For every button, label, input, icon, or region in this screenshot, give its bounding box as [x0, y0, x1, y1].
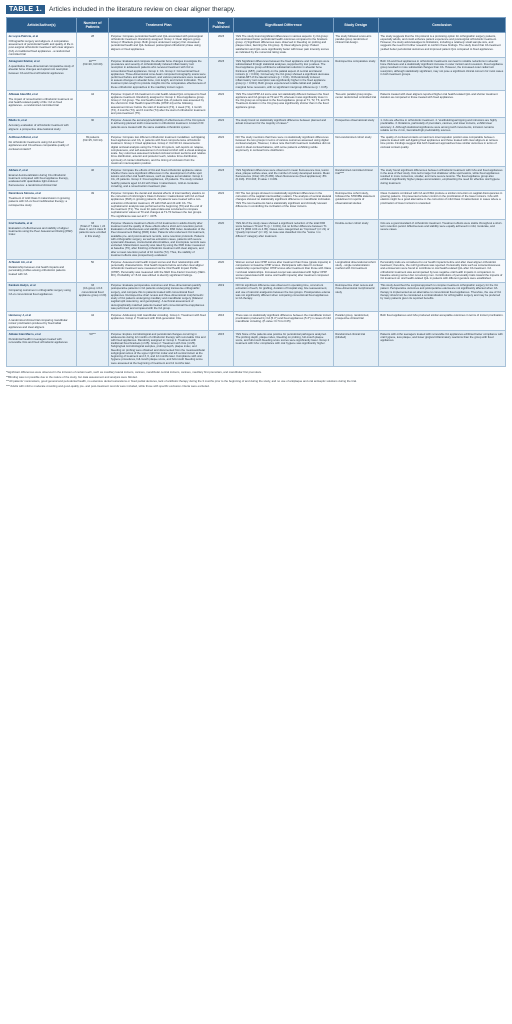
study-design-cell: Retrospective cohort study, followed the STROBE statement guidelines for reports of observational studies	[333, 190, 378, 220]
conclusion-cell: Patients treated with clear aligners reported higher oral health-related QoL and shorter treatment duration as compared to those treated with fixed appliances.	[378, 91, 505, 117]
conclusion-cell: The study found significant differences between orthodontic treatment with CAs and fixed appliances in the area of their study. CAs led to larger but shallower white spot lesions, while fixed appliances resulted in more numerous, smaller, and more severe lesions. The fixed appliance group also exhibited significantly higher plaque accumulation, emphasizing the need for effective oral hygiene during treatment.	[378, 167, 505, 190]
footnote: **Blinding was not possible due to the nature of the study, but data assessment and analysis were blinded.	[6, 374, 138, 379]
year-cell: 2023	[209, 58, 234, 91]
study-design-cell: Parallel group, randomized, prospective clinical trial	[333, 312, 378, 331]
author-cell	[7, 331, 77, 367]
significant-difference-cell: The study found no statistically significant difference between planned and actual movement for the majority of cases.*	[234, 117, 334, 134]
treatment-plan-cell: Purpose: Compare the dental and skeletal effects of intermaxillary elastics on the correction of mild Angle's Class II division I malocclusion with CA vs fixed appliances (FMA) in growing patients. All patients were treated with a non-extraction orthodontic treatment, 25 with FMA and 24 with CA. The cephalometric analysis was performed at the beginning (T0) and the end of the treatment (T1). The t-test for paired data was conducted to compare cephalometric values at T0 and changes at T1-T0 between the two groups. The significance was set at P < .0075.	[109, 190, 209, 220]
author-name: Alkhais Z, et al	[8, 168, 28, 172]
significant-difference-cell: YES Significant differences were observed in mean fluorescence loss, lesion area, plaque surface area, and the number of newly developed lesions. Mean fluorescence (CAs): 0% (5.265). Mean fluorescence (fixed appliances): 8% (0.013). P=0.003; P-value = 0.009.	[234, 167, 334, 190]
header-row	[7, 18, 506, 33]
article-title: Orthognathic surgery and aligners. A comparative assessment of periodontal health and quality of life in post-surgical orthodontic treatment with clear aligners (CA) vs traditional fixed appliances - a randomized controlled trial	[8, 39, 74, 56]
conclusion-cell: The study suggests that the CA protocol is a promising option for orthognathic surgery patients, especially adults, and could enhance patient experience and postsurgical orthodontic treatment. However, the study acknowledges its limitations, including a relatively small sample size, and suggests the need for further research to confirm these findings. The study found that CA treatment yielded better periodontal outcomes and improved patient QoL compared to fixed appliances.	[378, 33, 505, 58]
treatment-plan-cell: Purpose: Assessed oral health impact scores and their relationships with personality characteristics. Oral health impacts before and after clear aligner orthodontic treatment were measured via the Oral Health Impact Profile (OHIP). Personality was measured with the NEO Five-Factor Inventory (NEO-FFI). Probability of >5-10 was utilized to identify significant findings.	[109, 259, 209, 282]
significant-difference-cell: YES The study found significant differences in various aspects: 1) CA group: demonstrated better periodontal health outcomes compared to the brackets group. 2) Significant differences were observed in bleeding on probing and plaque index, favoring the CA group. 3) Clear aligners group: Patient satisfaction and QoL were significantly better with fewer pain intensity scores as indicated by the numerical rating scale.	[234, 33, 334, 58]
article-title: The impact of nonextraction orthodontic treatment on oral health-related quality of life: CA vs fixed appliances - a randomized controlled trial	[8, 97, 74, 108]
study-design-cell: Prospective observational study	[333, 117, 378, 134]
patient-count-cell: 30	[76, 117, 108, 134]
author-cell	[7, 58, 77, 91]
articles-table	[6, 17, 506, 367]
conclusion-cell: The quality of occlusal contacts at maximum intercuspation position was comparable between patients treated with self-ligating fixed appliances and those treated with clear aligners at retrieve time points. Findings suggest that both treatment approaches have similar outcomes in terms of occlusal contact quality.	[378, 134, 505, 167]
patient-count-cell: 50	[76, 259, 108, 282]
table-caption	[6, 5, 506, 14]
year-cell: 2015	[209, 331, 234, 367]
significant-difference-cell: YES The total OHIP-14 score was not statistically different between the fixed appliance and CA groups at T0 and T5, whereas it was significantly lower in the CA group as compared to the fixed appliance group at T1, T2, T3, and T4. Treatment duration in the CA group was significantly shorter than in the fixed appliance group.	[234, 91, 334, 117]
year-cell: 2023	[209, 167, 234, 190]
column-header: Number of Patients	[76, 18, 108, 33]
author-cell	[7, 282, 77, 312]
patient-count-cell: 46	[76, 167, 108, 190]
author-cell	[7, 91, 77, 117]
table-row	[7, 134, 506, 167]
treatment-plan-cell: Purpose: Explore microbiological and periodontal changes occurring in adolescents during 12 months of orthodontic therapy with removable CAs and with fixed appliances. Randomly assigned to: Group 1: Treatment with traditional fixed brackets (n=25). Group 2: Treatment with CAs (n=25). Subgingival microbiological samples, probing depth, plaque index, and bleeding on probing were obtained and documented from the mesiovestibular subgingival sulcus of the upper right first molar and left central incisor at the beginning of treatment and 3, 6, and 12 months later. Compliance with oral hygiene procedures, full-mouth plaque score, and full-mouth bleeding score were assessed at the beginning of treatment and 12 months later.	[109, 331, 209, 367]
article-title: Accuracy evaluation of orthodontic treatment with aligners: a prospective observational study	[8, 124, 69, 131]
patient-count-cell: 44	[76, 312, 108, 331]
author-name: Gruf Isabelle, et al	[8, 221, 33, 225]
treatment-plan-cell: Purpose: Evaluate perioperative outcomes and three-dimensional quantify postoperative patients in CA patients undergoing transverse orthognathic surgery, and compare this to patients treated with conventional fixed appliances. Retrospective chart review and three-dimensional morphometric study of CA patients undergoing maxillary and mandibular surgery (bilateral sagittal split osteotomy, and genioplasty). A technical assessment of demographically matched patients treated with conventional fixed appliances was performed and compared with the CA group.	[109, 282, 209, 312]
footnote: ***All patients' nonsmokers, good general and periodontal health, no extensive dental restorations or fixed partial dentures, lack of antibiotic therapy during the 3 months prior to the beginning of and during the study, and no use of antiplaque and oral antiseptic solutions during the trial.	[6, 379, 357, 384]
study-design-cell: Longitudinal observational cohort study - single randomization method with CA treatment	[333, 259, 378, 282]
article-title: Evaluation of effectiveness and stability of aligner treatments using the Peer Assessment Rating (PAR) Index	[8, 226, 73, 237]
author-cell	[7, 117, 77, 134]
table-row	[7, 282, 506, 312]
table-header	[7, 18, 506, 33]
article-title: A randomized clinical trial comparing mandibular incisor proclination produced by fixed labial appliances and clear aligners	[8, 319, 68, 329]
study-design-cell: Randomized clinical trial (blinded)	[333, 331, 378, 367]
article-title: Comparing outcomes in orthognathic surgery using CA vs conventional fixed appliances	[8, 289, 71, 296]
conclusion-cell: 1. CAs are effective in orthodontic treatment. 2. Vestibulolingual tipping and intrusions are highly predictable. 3. Rotations, particularly of premolars, canines, and lower incisors, exhibit lower accuracy. 4. Although statistical significance were among tooth movements, intrusion remains reliable so the 2 mm, favorable/high predictability sources.	[378, 117, 505, 134]
table-row	[7, 312, 506, 331]
conclusion-cell: CAs are a good standard of orthodontic treatment. Treatment effects were stable throughout a short-term retention period. Effectiveness and stability were equally achieved in mild, moderate, and severe cases.	[378, 220, 505, 259]
conclusion-cell: Personality traits are considered to our health impacts before and after clear aligner orthodontic treatment; therefore, the null hypothesis was rejected. Personality traits such as conscientiousness and extraversion were found to contribute to oral health-related QoL after CA treatment. CA orthodontic treatment was accompanied by less negative oral health impacts in comparison to baseline among women but not among men. Contributions of personality traits toward the impacts of CA treatment on oral health-related QoL in patients with different genders were established.	[378, 259, 505, 282]
author-name: Abbate Gian Marco, et al	[8, 332, 41, 336]
column-header: Article/Author(s)	[7, 18, 77, 33]
author-cell	[7, 134, 77, 167]
treatment-plan-cell: Purpose: Evaluate and compare the alveolar bone changes investigate the prevalence and severity of orthodontically induced inflammatory root resorption in adolescent patients who received treatment with CA vs conventional fixed appliances. Group 1: CA. Group 2: Conventional fixed appliances. Three-dimensional cone-beam computed tomography scans were performed before and after treatment, and various parameters were measured to assess changes in alveolar bone, root length, and incisor inclination. The treatment plan sought to provide insights into the comparative effectiveness of these orthodontic approaches in the maxillary incisor region.	[109, 58, 209, 91]
significant-difference-cell: There was no statistically significant difference between the mandibular incisor proclination produced by CA (5.4°) and fixed appliances (5.3°) in cases of mild mandibular crowding. (P-value =0.74 to 0.05)	[234, 312, 334, 331]
author-name: Al-Dboush Ra'ed, et al	[8, 135, 38, 139]
significant-difference-cell: NO No significant difference was observed in operating time, concurrent extraction of teeth, for grafting, duration of hospital stay, bite reassessment, and use of narcotic analgesics between the two groups. Postoperative edema was not significantly different when comparing conventional fixed appliances to CA therapy.	[234, 282, 334, 312]
significant-difference-cell: NO The study mentions that there were no statistically significant differences between the two groups in terms of various outcomes assessed using digital occlusal analysis. However, it does note that both treatment modalities did not result in ideal occlusal balance, with some patients exhibiting subtle asymmetry in occlusal force distribution.	[234, 134, 334, 167]
table-row	[7, 331, 506, 367]
table-row	[7, 33, 506, 58]
conclusion-cell: Patients with ortho teenagers treated with removable CA appliances exhibited better compliance with oral hygiene, less plaque, and fewer gingival inflammatory reactions than the group with fixed appliances.	[378, 331, 505, 367]
patient-count-cell: 50***	[76, 331, 108, 367]
article-title: Relationship between oral health impacts and personality profiles among orthodontic patients treated with CA	[8, 266, 66, 276]
year-cell: 2022	[209, 117, 234, 134]
significant-difference-cell: YES None of the patients was positive for periodontal pathogens analyzed. The probing depth, plaque index, bleeding on probing, full-mouth plaque score, and full-mouth bleeding score scores were significantly lower. Group 2 treatment with CAs: compliance with oral hygiene was significantly higher.	[234, 331, 334, 367]
table-footnotes	[6, 371, 506, 388]
article-title: Enamel demineralization during CA orthodontic treatment compared with fixed appliance therapy, evaluated with quantitative light-induced fluorescence: a randomized clinical trial	[8, 173, 69, 187]
significant-difference-cell: YES All of the study cases showed a significant reduction of the total PAR score between T0 and T1 (p < 0.001), but no further difference between T1 and T2 (PAR 4.04 vs 4.35). Cases were categorized as "improved" (n= 21) or "greatly improved" (n= 10); no case was classified into the "worse / no different" category after treatment.	[234, 220, 334, 259]
author-cell	[7, 220, 77, 259]
footnote: ****Adults with mild to moderate crowding and good-quality pre- and post-treatment records were included, while those with specific exclusion criteria were excluded.	[6, 383, 210, 388]
author-name: Hennessy J, et al	[8, 313, 31, 317]
year-cell: 2023	[209, 33, 234, 58]
year-cell: 2016	[209, 312, 234, 331]
conclusion-cell: Both CA and fixed appliances in orthodontic treatments can lead to notable reductions in alveolar bone thickness and a statistically significant increase in outer incision and recession. Fixed appliance group resulted in more substantial changes than CA. However, the increased outer radial root resorption, although statistically significant, may not pose a significant clinical concern for most cases in both treatment groups.	[378, 58, 505, 91]
patient-count-cell: 44	[76, 91, 108, 117]
article-title: A quantitative three-dimensional comparative study of alveolar bone changes and apical root resorption between CA and fixed orthodontic appliances	[8, 65, 74, 75]
author-name: Bilello G, et al	[8, 119, 27, 123]
treatment-plan-cell: Purpose: Addressing mild mandibular crowding. Group 1: Treatment with fixed appliances. Group 2: Treatment with third-generation CAs.	[109, 312, 209, 331]
article-title: Periodontal health in teenagers treated with removable CAs and fixed orthodontic appliances	[8, 337, 68, 344]
conclusion-cell: This study described the surgical approach to complex treatment orthognathic surgery for the CA patient. Perioperative outcomes and postoperative edema are not significantly affected when CA therapy is implemented as an alternative to conventional fixed appliances. Therefore, the use of CA therapy should not be considered a contraindication for orthognathic surgery and may be preferred by many patients given its reported benefits.	[378, 282, 505, 312]
treatment-plan-cell: Purpose: Compare two different orthodontic treatment modalities: self-ligating fixed appliances and CA, in patients with fixed comprehensive orthodontic treatment. Group 1: Fixed appliances. Group 2: CA N2=14. Assessments: digital occlusal analysis using the T-Scan 10 system, self-reports on relapse, completeness, and self-assessment of occlusal comfort with a visual analogue scale. Key outcomes assessed included occlusal contact sections and relative force distribution, anterior and posterior teeth, relative force distribution, symmetry of contact distribution, and the timing of occlusion from the maximum intercuspation position.	[109, 134, 209, 167]
table-row	[7, 190, 506, 220]
table-title: Articles included in the literature review on clear aligner therapy.	[49, 6, 236, 13]
year-cell: 2022	[209, 134, 234, 167]
table-number: TABLE 1.	[6, 5, 45, 14]
significant-difference-cell: Women scored less OHIP scores after treatment than those (grade impacts) in comparison to baseline OHIP scores. Participants with class III occlusal relationship reported higher OHIP scores after treatment than those with Class I occlusal relationships. Increased overjet was associated with higher OHIP scores (associated with worse oral health impacts) after treatment compared to baseline.	[234, 259, 334, 282]
table-body	[7, 33, 506, 367]
table-row	[7, 167, 506, 190]
year-cell: 2019	[209, 282, 234, 312]
patient-count-cell: 49	[76, 190, 108, 220]
table-row	[7, 117, 506, 134]
table-row	[7, 91, 506, 117]
column-header: Treatment Plan	[109, 18, 209, 33]
patient-count-cell: 39 patients (N1=25, N2=14)	[76, 134, 108, 167]
study-design-cell: Retrospective chart review and three-dimensional morphometric study	[333, 282, 378, 312]
column-header: Year Published	[209, 18, 234, 33]
table-row	[7, 259, 506, 282]
year-cell: 2020	[209, 259, 234, 282]
author-name: Danicikova Simona, et al	[8, 191, 41, 195]
conclusion-cell: Class II elastics combined with CA and FMA produce a similar correction on sagittal discrepancies in growing patients. CA presented a better control on the proclination of the lower incisors. CAs with elastics might be a good alternative in the correction of mild Class II malocclusion in cases where a proclination of lower incisors is unwanted.	[378, 190, 505, 220]
treatment-plan-cell: Purpose: Assess the accuracy/predictability of effectiveness of the CA system in achieving planned tooth movements in orthodontic treatment. A total of 30 patients were treated with the same available orthodontic system.	[109, 117, 209, 134]
author-cell	[7, 259, 77, 282]
author-cell	[7, 190, 77, 220]
treatment-plan-cell: Purpose: Compare the effects of CA and fixed orthodontic appliance status whether there were significant differences in the development of white spot lesions and other oral health issues, such as plaque accumulation. Group 1: CA, 23 patients. Group 2: Fixed appliances, 23 patients. The study included healthy patients aged 12-24 with Class I malocclusion, mild-to-moderate crowding, and a nonextraction treatment plan.	[109, 167, 209, 190]
study-design-cell: The study followed a two-arm parallel-group randomized clinical trial design.	[333, 33, 378, 58]
study-design-cell: Randomized controlled clinical trial****	[333, 167, 378, 190]
significant-difference-cell: YES Significant differences between the fixed appliance and CA groups were substantiated through statistical analyses, supported by low p-values. The fixed appliance group exhibited a substantial reduction in alveolar bone thickness (ABT), particularly on the palatal aspect of central and lateral incisors (p < 0.001). Conversely, the CA group showed a significant decrease in labial ABT of the lateral incisors (p < 0.01). Orthodontically induced inflammatory root resorption was significantly higher in the fixed appliance group (p < 0.001). Both groups experienced notable labial and palatal marginal bone recession, with no significant intergroup difference (p > 0.05).	[234, 58, 334, 91]
author-name: de Leyva Patricia, et al	[8, 34, 39, 38]
patient-count-cell: 28	[76, 33, 108, 58]
author-name: Al Nazeh AA, et al	[8, 260, 32, 264]
author-name: Kankam Hadyn, et al	[8, 284, 36, 288]
year-cell: 2022	[209, 190, 234, 220]
patient-count-cell: 33 (CA group n=13 conventional fixed appliance group n=20)	[76, 282, 108, 312]
footnote: *Significant differences were observed in the intrusion of certain teeth, such as maxillary lateral incisors, canines, mandibular central incisors, canines, maxillary first premolars, and mandibular first premolars.	[6, 370, 262, 375]
study-design-cell: Retrospective comparative study.	[333, 58, 378, 91]
table-row	[7, 58, 506, 91]
article-title: Do orthodontic treatments using CA and fixed appliances and CA achieve comparable quality of occlusal contacts?	[8, 141, 69, 151]
year-cell: 2020	[209, 220, 234, 259]
treatment-plan-cell: Purpose: Impact of CA treatment on oral health-related QoL compared to fixed appliance treatment. Randomly assigned to: Group 1: Fixed appliance group. Group 2: CA group. The oral health-related QoL of patients was assessed by the short-form Oral Health Impact Profile (OHIP-14) at the following assessment times: before the start of treatment (T0), 1 week (T1), 1 month (T2), 3 months (T3), and 6 months (T4) after the start of orthodontic treatment and post-treatment (T5).	[109, 91, 209, 117]
column-header: Study Design	[333, 18, 378, 33]
conclusion-cell: Both fixed appliances and CAs produced similar acceptable outcomes in terms of incisor proclination.	[378, 312, 505, 331]
column-header: Conclusion	[378, 18, 505, 33]
column-header: Significant Difference	[234, 18, 334, 33]
study-design-cell: Non-randomized cohort study	[333, 134, 378, 167]
article-title: Treatment of mild Class II malocclusion in growing patients with CA vs fixed multibracket therapy: a retrospective study	[8, 197, 70, 207]
patient-count-cell: 33 (Total of 7 class I, 24 class II, and 2 class III patients were enrolled in this study)	[76, 220, 108, 259]
table-row	[7, 220, 506, 259]
treatment-plan-cell: Purpose: Compare periodontal health and QoL associated with postsurgical orthodontic treatment. Randomly assigned: Group 1: Clear aligners group. Group 2: Brackets group. Both groups underwent surgery first. Assessed periodontal health and QoL between postsurgical orthodontic phase using aligners or fixed appliances.	[109, 33, 209, 58]
author-cell	[7, 167, 77, 190]
year-cell: 2022	[209, 91, 234, 117]
study-design-cell: Two-arm parallel group single-center randomized controlled trial	[333, 91, 378, 117]
author-name: AlSawai Alaa MH, et al	[8, 92, 38, 96]
author-cell	[7, 312, 77, 331]
significant-difference-cell: NO The two groups showed no statistically significant differences in the correction of the sagittal intermaxillary relation. The analysis of vertical skeletal changes showed no statistically significant difference in mandibular inclination. YES The two treatments had a statistically significant and clinically relevant difference in controlling the inclination of the lower incisors.	[234, 190, 334, 220]
patient-count-cell: 40**** (N1=20, N2=20)	[76, 58, 108, 91]
study-design-cell: Double-center cohort study	[333, 220, 378, 259]
author-cell	[7, 33, 77, 58]
treatment-plan-cell: Purpose: Measure treatment effects of CA treatments in adults directly after treatment and the quality of these effects after a short-term retention period. Evaluation of effectiveness and stability with the PAR Index. Evaluation of the Peer Assessment Rating (PAR) Index. Patients who underwent CA treatment, available pre- and post-treatment records, some retention protocols. Patients with orthognathic surgery, as well as extraction cases, patients with severe systematic diseases, cranio-facial abnormalities, and incomplete records were excluded. Malocclusion severity was rated by using the PAR Index measured at baseline (T0), after finishing orthodontic treatment with clear aligners, and after a mean retention period of 10 months (T2). Thus, the stability of treatment effects was prospectively evaluated.	[109, 220, 209, 259]
author-name: Almagrami Ibtehal, et al	[8, 59, 40, 63]
